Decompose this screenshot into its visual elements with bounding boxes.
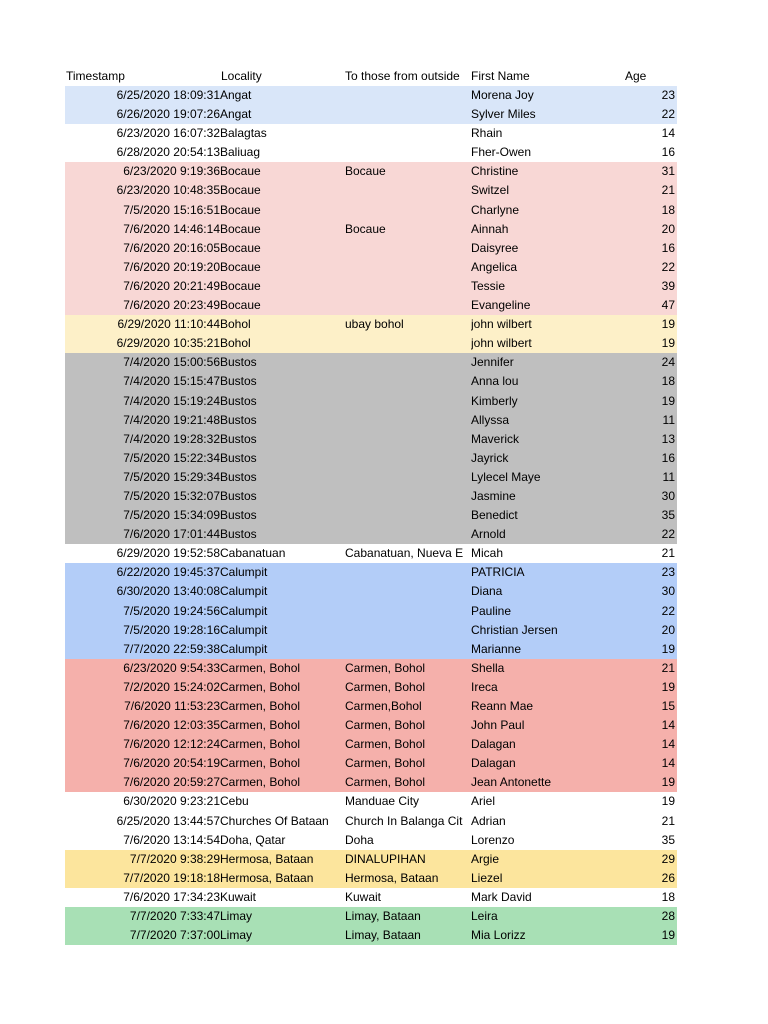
cell-timestamp[interactable]: 7/6/2020 20:21:49 bbox=[123, 278, 220, 293]
table-row bbox=[65, 124, 677, 143]
cell-first-name[interactable]: Shella bbox=[471, 660, 505, 675]
cell-timestamp[interactable]: 7/5/2020 19:28:16 bbox=[123, 622, 220, 637]
cell-age[interactable]: 19 bbox=[661, 336, 675, 351]
cell-timestamp[interactable]: 6/29/2020 11:10:44 bbox=[117, 317, 220, 332]
cell-first-name[interactable]: Ainnah bbox=[471, 221, 509, 236]
cell-locality[interactable]: Bohol bbox=[220, 317, 251, 332]
cell-outside[interactable]: Carmen, Bohol bbox=[345, 718, 426, 733]
table-row bbox=[65, 296, 677, 315]
cell-locality[interactable]: Balagtas bbox=[220, 126, 267, 141]
cell-first-name[interactable]: Leira bbox=[471, 909, 498, 924]
cell-locality[interactable]: Carmen, Bohol bbox=[220, 737, 301, 752]
cell-age[interactable]: 19 bbox=[661, 317, 675, 332]
table-row bbox=[65, 640, 677, 659]
cell-first-name[interactable]: Adrian bbox=[471, 813, 506, 828]
cell-age[interactable]: 16 bbox=[661, 145, 675, 160]
cell-age[interactable]: 35 bbox=[661, 832, 675, 847]
cell-first-name[interactable]: Lorenzo bbox=[471, 832, 515, 847]
cell-age[interactable]: 24 bbox=[661, 355, 675, 370]
cell-age[interactable]: 19 bbox=[661, 775, 675, 790]
cell-timestamp[interactable]: 7/6/2020 20:54:19 bbox=[123, 756, 220, 771]
cell-locality[interactable]: Bustos bbox=[220, 450, 257, 465]
cell-timestamp[interactable]: 7/6/2020 14:46:14 bbox=[123, 221, 220, 236]
cell-outside[interactable] bbox=[345, 258, 470, 277]
cell-first-name[interactable]: Switzel bbox=[471, 183, 510, 198]
cell-first-name[interactable]: Jayrick bbox=[471, 450, 509, 465]
cell-first-name[interactable]: Jasmine bbox=[471, 488, 516, 503]
cell-locality[interactable]: Bocaue bbox=[220, 164, 261, 179]
cell-timestamp[interactable]: 7/6/2020 12:12:24 bbox=[123, 737, 220, 752]
cell-locality[interactable]: Kuwait bbox=[220, 889, 257, 904]
table-row bbox=[65, 869, 677, 888]
cell-first-name[interactable]: Charlyne bbox=[471, 202, 520, 217]
cell-timestamp[interactable]: 6/25/2020 18:09:31 bbox=[116, 88, 220, 102]
cell-locality[interactable]: Hermosa, Bataan bbox=[220, 870, 314, 885]
cell-outside[interactable] bbox=[345, 430, 470, 449]
cell-first-name[interactable]: Morena Joy bbox=[471, 88, 534, 102]
table-row bbox=[65, 372, 677, 391]
cell-outside[interactable] bbox=[345, 181, 470, 200]
table-row bbox=[65, 86, 677, 105]
cell-outside[interactable]: Hermosa, Bataan bbox=[345, 870, 439, 885]
cell-first-name[interactable]: Christian Jersen bbox=[471, 622, 558, 637]
cell-outside[interactable]: Carmen, Bohol bbox=[345, 737, 426, 752]
cell-locality[interactable]: Carmen, Bohol bbox=[220, 756, 301, 771]
cell-first-name[interactable]: Benedict bbox=[471, 508, 518, 523]
cell-first-name[interactable]: Tessie bbox=[471, 278, 506, 293]
cell-locality[interactable]: Bustos bbox=[220, 469, 257, 484]
cell-timestamp[interactable]: 6/23/2020 9:19:36 bbox=[123, 164, 220, 179]
cell-first-name[interactable]: john wilbert bbox=[471, 336, 532, 351]
cell-first-name[interactable]: Dalagan bbox=[471, 737, 516, 752]
table-row bbox=[65, 735, 677, 754]
cell-first-name[interactable]: John Paul bbox=[471, 718, 525, 733]
cell-first-name[interactable]: Arnold bbox=[471, 527, 506, 542]
cell-age[interactable]: 14 bbox=[661, 737, 675, 752]
cell-age[interactable]: 20 bbox=[661, 221, 675, 236]
cell-timestamp[interactable]: 7/6/2020 20:23:49 bbox=[123, 298, 220, 313]
cell-locality[interactable]: Hermosa, Bataan bbox=[220, 851, 314, 866]
cell-timestamp[interactable]: 7/7/2020 7:33:47 bbox=[129, 909, 220, 924]
cell-locality[interactable]: Cebu bbox=[220, 794, 249, 809]
cell-outside[interactable] bbox=[345, 468, 470, 487]
cell-age[interactable]: 39 bbox=[661, 278, 675, 293]
cell-age[interactable]: 21 bbox=[661, 813, 675, 828]
cell-first-name[interactable]: Mark David bbox=[471, 889, 532, 904]
cell-first-name[interactable]: Liezel bbox=[471, 870, 503, 885]
cell-timestamp[interactable]: 7/4/2020 15:00:56 bbox=[123, 355, 220, 370]
cell-timestamp[interactable]: 7/4/2020 15:15:47 bbox=[123, 374, 220, 389]
cell-locality[interactable]: Calumpit bbox=[220, 641, 268, 656]
table-row bbox=[65, 582, 677, 601]
cell-first-name[interactable]: Jean Antonette bbox=[471, 775, 552, 790]
cell-age[interactable]: 14 bbox=[661, 756, 675, 771]
header-outside[interactable]: To those from outside bbox=[345, 69, 460, 83]
cell-locality[interactable]: Calumpit bbox=[220, 584, 268, 599]
cell-locality[interactable]: Carmen, Bohol bbox=[220, 718, 301, 733]
table-row bbox=[65, 812, 677, 831]
table-row bbox=[65, 888, 677, 907]
cell-timestamp[interactable]: 7/5/2020 19:24:56 bbox=[123, 603, 220, 618]
cell-outside[interactable] bbox=[345, 487, 470, 506]
cell-timestamp[interactable]: 7/2/2020 15:24:02 bbox=[123, 679, 220, 694]
cell-locality[interactable]: Churches Of Bataan bbox=[220, 813, 329, 828]
header-locality[interactable]: Locality bbox=[221, 69, 262, 83]
cell-locality[interactable]: Carmen, Bohol bbox=[220, 679, 301, 694]
cell-outside[interactable] bbox=[345, 563, 470, 582]
cell-locality[interactable]: Bustos bbox=[220, 508, 257, 523]
cell-outside[interactable] bbox=[345, 525, 470, 544]
cell-locality[interactable]: Bustos bbox=[220, 412, 257, 427]
cell-outside[interactable]: Carmen, Bohol bbox=[345, 756, 426, 771]
cell-outside[interactable] bbox=[345, 105, 470, 124]
cell-timestamp[interactable]: 7/4/2020 19:21:48 bbox=[123, 412, 220, 427]
cell-age[interactable]: 13 bbox=[661, 431, 675, 446]
cell-age[interactable]: 19 bbox=[661, 794, 675, 809]
table-row bbox=[65, 201, 677, 220]
cell-age[interactable]: 11 bbox=[662, 469, 675, 484]
cell-age[interactable]: 47 bbox=[661, 298, 675, 313]
cell-timestamp[interactable]: 7/5/2020 15:29:34 bbox=[123, 469, 220, 484]
cell-outside[interactable] bbox=[345, 86, 470, 105]
cell-age[interactable]: 16 bbox=[661, 240, 675, 255]
cell-timestamp[interactable]: 7/5/2020 15:22:34 bbox=[123, 450, 220, 465]
cell-first-name[interactable]: Rhain bbox=[471, 126, 503, 141]
cell-timestamp[interactable]: 6/23/2020 16:07:32 bbox=[116, 126, 220, 141]
cell-outside[interactable] bbox=[345, 640, 470, 659]
table-row bbox=[65, 773, 677, 792]
cell-first-name[interactable]: Kimberly bbox=[471, 393, 518, 408]
table-row bbox=[65, 334, 677, 353]
cell-first-name[interactable]: Fher-Owen bbox=[471, 145, 532, 160]
cell-locality[interactable]: Bocaue bbox=[220, 278, 261, 293]
table-row bbox=[65, 353, 677, 372]
table-row bbox=[65, 602, 677, 621]
table-row bbox=[65, 411, 677, 430]
cell-outside[interactable]: Carmen, Bohol bbox=[345, 775, 426, 790]
cell-first-name[interactable]: PATRICIA bbox=[471, 565, 525, 580]
cell-age[interactable]: 22 bbox=[661, 107, 675, 122]
table-row bbox=[65, 544, 677, 563]
cell-timestamp[interactable]: 6/28/2020 20:54:13 bbox=[116, 145, 220, 160]
spreadsheet bbox=[65, 66, 677, 945]
cell-age[interactable]: 19 bbox=[661, 679, 675, 694]
table-row bbox=[65, 162, 677, 181]
cell-outside[interactable] bbox=[345, 334, 470, 353]
cell-outside[interactable] bbox=[345, 372, 470, 391]
cell-outside[interactable]: Carmen, Bohol bbox=[345, 660, 426, 675]
cell-timestamp[interactable]: 6/30/2020 9:23:21 bbox=[123, 794, 220, 809]
cell-outside[interactable] bbox=[345, 277, 470, 296]
table-row bbox=[65, 563, 677, 582]
cell-timestamp[interactable]: 7/6/2020 13:14:54 bbox=[123, 832, 220, 847]
cell-outside[interactable] bbox=[345, 143, 470, 162]
cell-age[interactable]: 28 bbox=[661, 909, 675, 924]
cell-timestamp[interactable]: 7/7/2020 7:37:00 bbox=[129, 928, 220, 943]
cell-locality[interactable]: Angat bbox=[220, 107, 252, 122]
cell-timestamp[interactable]: 7/6/2020 20:19:20 bbox=[123, 259, 220, 274]
table-row bbox=[65, 831, 677, 850]
cell-locality[interactable]: Carmen, Bohol bbox=[220, 699, 301, 713]
cell-outside[interactable] bbox=[345, 449, 470, 468]
cell-locality[interactable]: Angat bbox=[220, 88, 252, 102]
cell-timestamp[interactable]: 7/6/2020 11:53:23 bbox=[124, 699, 220, 713]
cell-outside[interactable] bbox=[345, 582, 470, 601]
cell-outside[interactable]: Carmen, Bohol bbox=[345, 679, 426, 694]
table-row bbox=[65, 907, 677, 926]
cell-timestamp[interactable]: 7/4/2020 15:19:24 bbox=[123, 393, 220, 408]
table-body bbox=[65, 86, 677, 945]
table-row bbox=[65, 697, 677, 716]
table-row bbox=[65, 449, 677, 468]
cell-timestamp[interactable]: 7/6/2020 17:34:23 bbox=[123, 889, 220, 904]
table-row bbox=[65, 258, 677, 277]
cell-locality[interactable]: Bocaue bbox=[220, 221, 261, 236]
cell-locality[interactable]: Bocaue bbox=[220, 259, 261, 274]
table-row bbox=[65, 659, 677, 678]
table-row bbox=[65, 754, 677, 773]
cell-locality[interactable]: Limay bbox=[220, 928, 253, 943]
cell-timestamp[interactable]: 6/23/2020 9:54:33 bbox=[123, 660, 220, 675]
cell-age[interactable]: 31 bbox=[661, 164, 675, 179]
cell-first-name[interactable]: Christine bbox=[471, 164, 519, 179]
cell-timestamp[interactable]: 6/25/2020 13:44:57 bbox=[116, 813, 220, 828]
cell-age[interactable]: 19 bbox=[661, 641, 675, 656]
cell-outside[interactable]: Doha bbox=[345, 832, 374, 847]
cell-first-name[interactable]: Lylecel Maye bbox=[471, 469, 541, 484]
cell-locality[interactable]: Bustos bbox=[220, 527, 257, 542]
cell-first-name[interactable]: Ireca bbox=[471, 679, 498, 694]
cell-outside[interactable] bbox=[345, 239, 470, 258]
cell-age[interactable]: 30 bbox=[661, 488, 675, 503]
cell-outside[interactable] bbox=[345, 124, 470, 143]
table-row bbox=[65, 392, 677, 411]
table-row bbox=[65, 277, 677, 296]
cell-age[interactable]: 26 bbox=[661, 870, 675, 885]
cell-timestamp[interactable]: 7/5/2020 15:32:07 bbox=[123, 488, 220, 503]
cell-age[interactable]: 21 bbox=[661, 660, 675, 675]
cell-timestamp[interactable]: 6/23/2020 10:48:35 bbox=[116, 183, 220, 198]
cell-timestamp[interactable]: 7/6/2020 20:59:27 bbox=[123, 775, 220, 790]
cell-timestamp[interactable]: 6/22/2020 19:45:37 bbox=[116, 565, 220, 580]
cell-age[interactable]: 22 bbox=[661, 259, 675, 274]
cell-age[interactable]: 35 bbox=[661, 508, 675, 523]
cell-first-name[interactable]: Maverick bbox=[471, 431, 520, 446]
cell-outside[interactable] bbox=[345, 392, 470, 411]
cell-outside[interactable]: Church In Balanga Cit bbox=[345, 813, 463, 828]
cell-timestamp[interactable]: 7/6/2020 12:03:35 bbox=[123, 718, 220, 733]
cell-age[interactable]: 18 bbox=[661, 889, 675, 904]
cell-outside[interactable] bbox=[345, 506, 470, 525]
cell-age[interactable]: 20 bbox=[661, 622, 675, 637]
cell-first-name[interactable]: Allyssa bbox=[471, 412, 510, 427]
cell-first-name[interactable]: Angelica bbox=[471, 259, 518, 274]
cell-age[interactable]: 30 bbox=[661, 584, 675, 599]
cell-locality[interactable]: Limay bbox=[220, 909, 253, 924]
cell-locality[interactable]: Bocaue bbox=[220, 183, 261, 198]
header-first-name[interactable]: First Name bbox=[471, 69, 530, 83]
table-row bbox=[65, 926, 677, 945]
cell-outside[interactable]: Bocaue bbox=[345, 164, 386, 179]
table-row bbox=[65, 239, 677, 258]
cell-age[interactable]: 23 bbox=[661, 565, 675, 580]
cell-timestamp[interactable]: 6/26/2020 19:07:26 bbox=[116, 107, 220, 122]
table-row bbox=[65, 792, 677, 811]
cell-first-name[interactable]: Dalagan bbox=[471, 756, 516, 771]
cell-first-name[interactable]: Sylver Miles bbox=[471, 107, 536, 122]
table-row bbox=[65, 315, 677, 334]
cell-first-name[interactable]: Evangeline bbox=[471, 298, 531, 313]
cell-outside[interactable] bbox=[345, 296, 470, 315]
cell-locality[interactable]: Bustos bbox=[220, 355, 257, 370]
cell-first-name[interactable]: Mia Lorizz bbox=[471, 928, 526, 943]
table-row bbox=[65, 468, 677, 487]
cell-first-name[interactable]: Argie bbox=[471, 851, 500, 866]
cell-outside[interactable] bbox=[345, 201, 470, 220]
table-row bbox=[65, 716, 677, 735]
cell-age[interactable]: 11 bbox=[662, 412, 675, 427]
table-row bbox=[65, 678, 677, 697]
cell-age[interactable]: 18 bbox=[661, 202, 675, 217]
cell-locality[interactable]: Bocaue bbox=[220, 298, 261, 313]
cell-locality[interactable]: Bustos bbox=[220, 393, 257, 408]
cell-outside[interactable]: Manduae City bbox=[345, 794, 420, 809]
cell-outside[interactable]: Bocaue bbox=[345, 221, 386, 236]
cell-outside[interactable]: Kuwait bbox=[345, 889, 382, 904]
header-row bbox=[65, 66, 677, 86]
cell-locality[interactable]: Bohol bbox=[220, 336, 251, 351]
cell-age[interactable]: 21 bbox=[661, 183, 675, 198]
cell-timestamp[interactable]: 7/5/2020 15:16:51 bbox=[123, 202, 220, 217]
cell-timestamp[interactable]: 7/7/2020 22:59:38 bbox=[123, 641, 220, 656]
cell-first-name[interactable]: Diana bbox=[471, 584, 503, 599]
cell-timestamp[interactable]: 6/30/2020 13:40:08 bbox=[116, 584, 220, 599]
cell-timestamp[interactable]: 6/29/2020 10:35:21 bbox=[116, 336, 220, 351]
cell-outside[interactable]: Limay, Bataan bbox=[345, 928, 421, 943]
cell-locality[interactable]: Bustos bbox=[220, 431, 257, 446]
cell-locality[interactable]: Baliuag bbox=[220, 145, 261, 160]
cell-outside[interactable]: Cabanatuan, Nueva E bbox=[345, 546, 464, 561]
cell-age[interactable]: 14 bbox=[661, 718, 675, 733]
table-row bbox=[65, 220, 677, 239]
cell-locality[interactable]: Carmen, Bohol bbox=[220, 775, 301, 790]
table-row bbox=[65, 105, 677, 124]
header-timestamp[interactable]: Timestamp bbox=[66, 69, 125, 83]
cell-timestamp[interactable]: 7/7/2020 19:18:18 bbox=[123, 870, 220, 885]
cell-first-name[interactable]: Micah bbox=[471, 546, 504, 561]
cell-outside[interactable] bbox=[345, 353, 470, 372]
cell-first-name[interactable]: Ariel bbox=[471, 794, 496, 809]
cell-outside[interactable] bbox=[345, 621, 470, 640]
cell-timestamp[interactable]: 6/29/2020 19:52:58 bbox=[116, 546, 220, 561]
table-row bbox=[65, 143, 677, 162]
table-row bbox=[65, 621, 677, 640]
cell-age[interactable]: 22 bbox=[661, 603, 675, 618]
cell-age[interactable]: 19 bbox=[661, 928, 675, 943]
cell-outside[interactable] bbox=[345, 602, 470, 621]
cell-age[interactable]: 29 bbox=[661, 851, 675, 866]
cell-first-name[interactable]: Marianne bbox=[471, 641, 522, 656]
cell-locality[interactable]: Calumpit bbox=[220, 603, 268, 618]
cell-outside[interactable]: ubay bohol bbox=[345, 317, 404, 332]
cell-locality[interactable]: Calumpit bbox=[220, 622, 268, 637]
cell-first-name[interactable]: Daisyree bbox=[471, 240, 519, 255]
cell-outside[interactable] bbox=[345, 411, 470, 430]
table-row bbox=[65, 850, 677, 869]
cell-outside[interactable]: DINALUPIHAN bbox=[345, 851, 426, 866]
cell-locality[interactable]: Calumpit bbox=[220, 565, 268, 580]
cell-locality[interactable]: Bustos bbox=[220, 374, 257, 389]
cell-locality[interactable]: Cabanatuan bbox=[220, 546, 286, 561]
table-row bbox=[65, 487, 677, 506]
cell-age[interactable]: 19 bbox=[661, 393, 675, 408]
cell-age[interactable]: 14 bbox=[661, 126, 675, 141]
cell-locality[interactable]: Carmen, Bohol bbox=[220, 660, 301, 675]
cell-locality[interactable]: Bustos bbox=[220, 488, 257, 503]
cell-timestamp[interactable]: 7/4/2020 19:28:32 bbox=[123, 431, 220, 446]
cell-first-name[interactable]: Reann Mae bbox=[471, 699, 534, 713]
cell-locality[interactable]: Doha, Qatar bbox=[220, 832, 286, 847]
table-row bbox=[65, 525, 677, 544]
cell-age[interactable]: 18 bbox=[661, 374, 675, 389]
cell-timestamp[interactable]: 7/7/2020 9:38:29 bbox=[129, 851, 220, 866]
cell-outside[interactable]: Carmen,Bohol bbox=[345, 699, 422, 713]
cell-timestamp[interactable]: 7/6/2020 17:01:44 bbox=[123, 527, 220, 542]
cell-timestamp[interactable]: 7/5/2020 15:34:09 bbox=[123, 508, 220, 523]
cell-age[interactable]: 22 bbox=[661, 527, 675, 542]
cell-age[interactable]: 23 bbox=[661, 88, 675, 102]
cell-age[interactable]: 21 bbox=[661, 546, 675, 561]
cell-outside[interactable]: Limay, Bataan bbox=[345, 909, 421, 924]
header-age[interactable]: Age bbox=[625, 69, 647, 83]
cell-first-name[interactable]: john wilbert bbox=[471, 317, 532, 332]
table-row bbox=[65, 430, 677, 449]
cell-first-name[interactable]: Anna lou bbox=[471, 374, 519, 389]
cell-locality[interactable]: Bocaue bbox=[220, 202, 261, 217]
table-row bbox=[65, 506, 677, 525]
cell-age[interactable]: 16 bbox=[661, 450, 675, 465]
cell-timestamp[interactable]: 7/6/2020 20:16:05 bbox=[123, 240, 220, 255]
cell-age[interactable]: 15 bbox=[661, 699, 675, 713]
table-row bbox=[65, 181, 677, 200]
cell-first-name[interactable]: Pauline bbox=[471, 603, 512, 618]
cell-first-name[interactable]: Jennifer bbox=[471, 355, 514, 370]
cell-locality[interactable]: Bocaue bbox=[220, 240, 261, 255]
